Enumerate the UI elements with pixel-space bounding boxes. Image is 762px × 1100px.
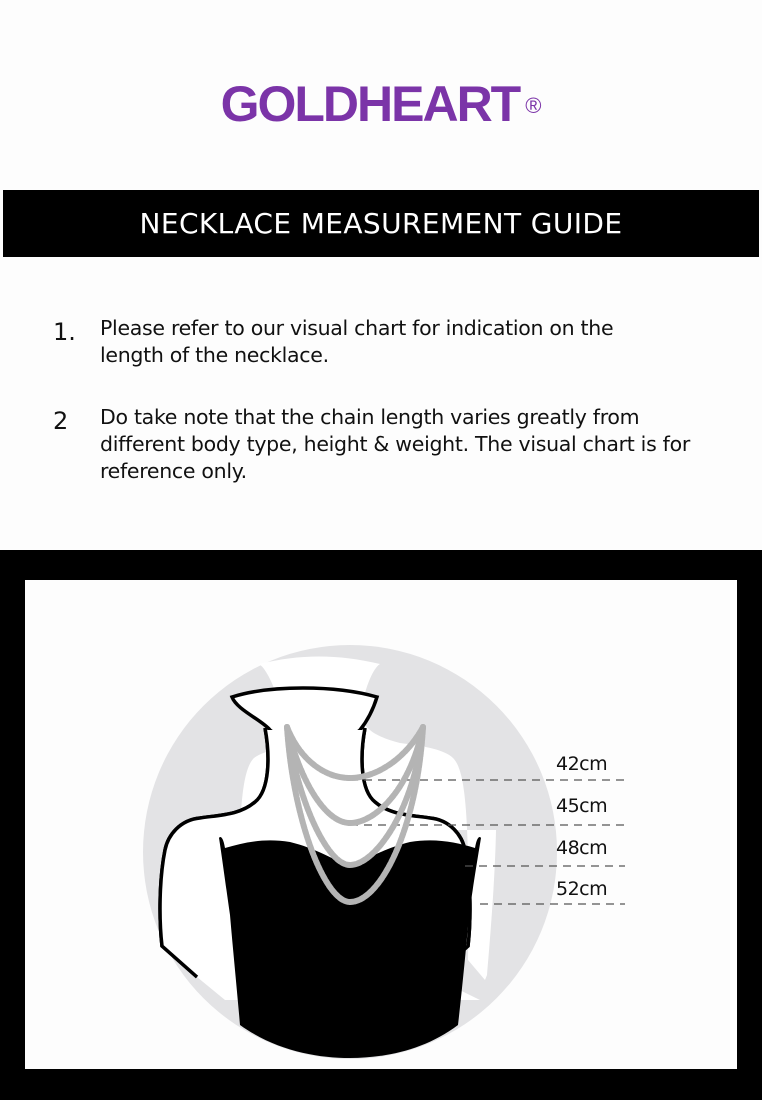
note-number: 2 bbox=[53, 407, 69, 435]
dress-shape bbox=[219, 837, 481, 1058]
size-label-48: 48cm bbox=[556, 837, 608, 859]
chart-panel bbox=[25, 580, 737, 1069]
brand-logo bbox=[0, 76, 762, 132]
size-label-52: 52cm bbox=[556, 878, 608, 900]
logo-text: GOLDHEART bbox=[220, 76, 520, 132]
registered-mark: ® bbox=[525, 93, 542, 118]
note-number: 1. bbox=[53, 318, 76, 346]
chart-frame bbox=[0, 550, 762, 1100]
size-label-42: 42cm bbox=[556, 753, 608, 775]
note-text: Please refer to our visual chart for indication on the length of the necklace. bbox=[100, 316, 614, 367]
page-title: NECKLACE MEASUREMENT GUIDE bbox=[139, 207, 623, 240]
size-label-45: 45cm bbox=[556, 795, 608, 817]
note-item-2 bbox=[53, 404, 725, 485]
page-title-bar bbox=[3, 190, 759, 257]
note-item-1 bbox=[53, 315, 670, 369]
necklace-chart-illustration bbox=[25, 580, 737, 1069]
note-text: Do take note that the chain length varies greatly from different body type, height & weight. The visual chart is for reference only. bbox=[100, 405, 690, 483]
